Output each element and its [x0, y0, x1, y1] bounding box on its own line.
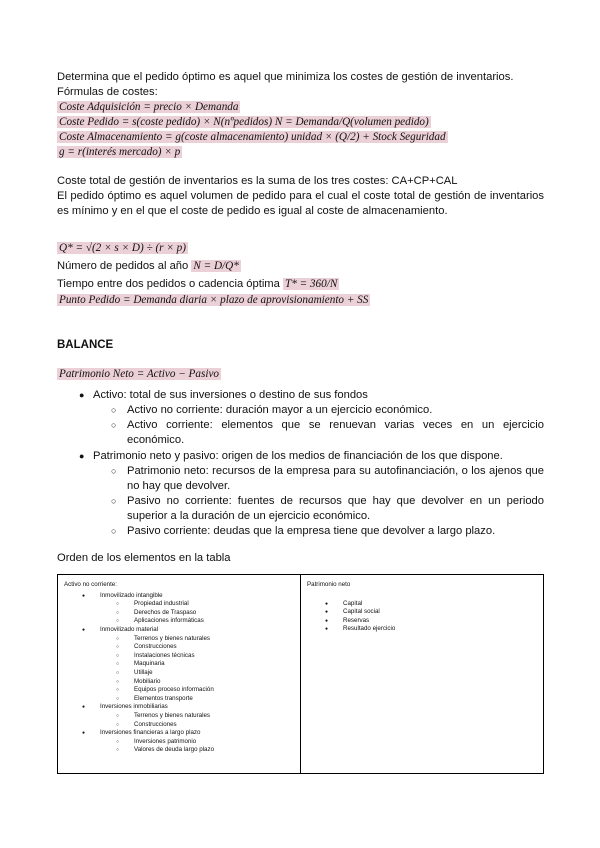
- table-item: ○ Valores de deuda largo plazo: [116, 746, 294, 755]
- table-group: ● Inmovilizado intangible ○ Propiedad industrial ○ Derechos de Traspaso ○ Aplicaciones informáticas: [82, 592, 294, 626]
- table-left-column: [58, 575, 300, 773]
- sub-item: ○ Activo corriente: elementos que se renuevan varias veces en un ejercicio económico.: [111, 418, 544, 448]
- pedido-optimo-paragraph: El pedido óptimo es aquel volumen de pedido para el cual el coste total de gestión de inventarios es mínimo y en el que el coste de pedido es igual al coste de almacenamiento.: [57, 190, 544, 217]
- numero-pedidos: Número de pedidos al año N = D/Q*: [57, 260, 239, 272]
- list-item-patrimonio: ● Patrimonio neto y pasivo: origen de los medios de financiación de los que dispone. ○ Patrimonio neto: recursos de la empresa para su autofinanciación, o los ajenos que no hay que devolver. ○ Pasivo no corriente: fuentes de recursos que hay que devolver en un periodo superior a la duración de un ejercicio económico. ○ Pasivo corriente: deudas que la empresa tiene que devolver a largo plazo.: [79, 449, 544, 539]
- formula-coste-almacenamiento: Coste Almacenamiento = g(coste almacenamiento) unidad × (Q/2) + Stock Seguridad: [59, 131, 446, 143]
- table-item: ○ Terrenos y bienes naturales: [116, 712, 294, 721]
- table-item: ○ Derechos de Traspaso: [116, 609, 294, 618]
- table-item: ○ Elementos transporte: [116, 695, 294, 704]
- table-item: ● Capital social: [325, 608, 537, 617]
- formula-g: g = r(interés mercado) × p: [59, 146, 181, 158]
- table-item: ○ Equipos proceso información: [116, 686, 294, 695]
- sub-item: ○ Patrimonio neto: recursos de la empresa para su autofinanciación, o los ajenos que no hay que devolver.: [111, 464, 544, 494]
- table-group: ● Inmovilizado material ○ Terrenos y bienes naturales ○ Construcciones ○ Instalaciones técnicas ○ Maquinaria ○ Utillaje ○ Mobiliario ○ Equipos proceso información ○ Elementos transporte: [82, 626, 294, 703]
- formula-patrimonio-neto: Patrimonio Neto = Activo − Pasivo: [59, 368, 220, 380]
- table-item: ○ Construcciones: [116, 721, 294, 730]
- intro-line-1: Determina que el pedido óptimo es aquel que minimiza los costes de gestión de inventarios.: [57, 71, 514, 83]
- table-right-column: [300, 575, 543, 773]
- tiempo-pedidos: Tiempo entre dos pedidos o cadencia óptima T* = 360/N: [57, 278, 338, 290]
- document-page: [57, 70, 544, 774]
- formula-coste-pedido: Coste Pedido = s(coste pedido) × N(nºpedidos) N = Demanda/Q(volumen pedido): [59, 116, 429, 128]
- sub-item: ○ Pasivo corriente: deudas que la empresa tiene que devolver a largo plazo.: [111, 524, 544, 539]
- table-item: ● Resultado ejercicio: [325, 625, 537, 634]
- sub-item: ○ Activo no corriente: duración mayor a un ejercicio económico.: [111, 403, 544, 418]
- table-item: ● Reservas: [325, 617, 537, 626]
- table-item: ○ Maquinaria: [116, 660, 294, 669]
- balance-title: BALANCE: [57, 339, 114, 351]
- formula-q-star: Q* = √(2 × s × D) ÷ (r × p): [59, 242, 186, 254]
- right-column-title: Patrimonio neto: [307, 581, 351, 588]
- table-item: ○ Aplicaciones informáticas: [116, 617, 294, 626]
- table-item: ○ Instalaciones técnicas: [116, 652, 294, 661]
- table-item: ○ Terrenos y bienes naturales: [116, 635, 294, 644]
- table-item: ○ Propiedad industrial: [116, 600, 294, 609]
- table-item: ○ Mobiliario: [116, 678, 294, 687]
- table-item: ○ Utillaje: [116, 669, 294, 678]
- balance-list: [57, 388, 544, 539]
- sub-item: ○ Pasivo no corriente: fuentes de recursos que hay que devolver en un periodo superior a la duración de un ejercicio económico.: [111, 494, 544, 524]
- tabla-caption: Orden de los elementos en la tabla: [57, 552, 231, 564]
- formula-punto-pedido: Punto Pedido = Demanda diaria × plazo de aprovisionamiento + SS: [59, 294, 369, 306]
- table-item: ○ Construcciones: [116, 643, 294, 652]
- table-item: ○ Inversiones patrimonio: [116, 738, 294, 747]
- table-group: ● Inversiones financieras a largo plazo ○ Inversiones patrimonio ○ Valores de deuda largo plazo: [82, 729, 294, 755]
- left-column-title: Activo no corriente:: [64, 581, 117, 588]
- list-item-activo: ● Activo: total de sus inversiones o destino de sus fondos ○ Activo no corriente: duración mayor a un ejercicio económico. ○ Activo corriente: elementos que se renuevan varias veces en un ejercicio económico.: [79, 388, 544, 448]
- table-group: ● Inversiones inmobiliarias ○ Terrenos y bienes naturales ○ Construcciones: [82, 703, 294, 729]
- coste-total-line: Coste total de gestión de inventarios es la suma de los tres costes: CA+CP+CAL: [57, 175, 458, 187]
- balance-table: [57, 574, 544, 774]
- intro-line-2: Fórmulas de costes:: [57, 86, 158, 98]
- formula-coste-adquisicion: Coste Adquisición = precio × Demanda: [59, 101, 239, 113]
- table-item: ● Capital: [325, 600, 537, 609]
